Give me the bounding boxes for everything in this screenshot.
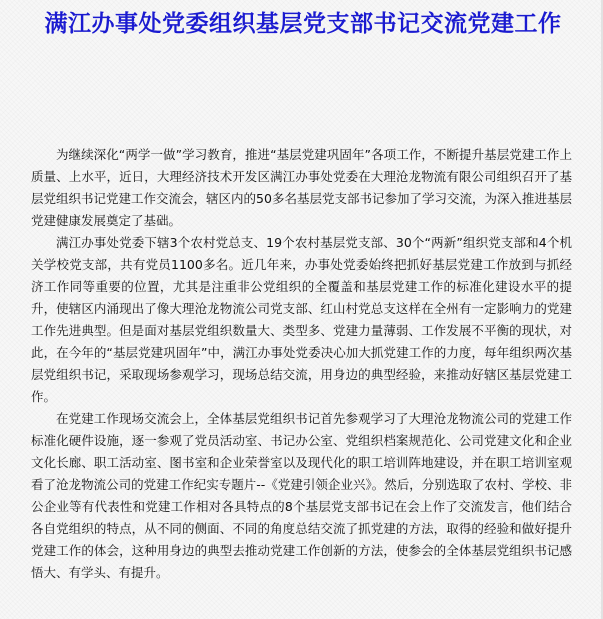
- article-paragraph: 满江办事处党委下辖3个农村党总支、19个农村基层党支部、30个“两新”组织党支部和4个机关学校党支部，共有党员1100多名。近几年来，办事处党委始终把抓好基层党建工作放到与抓经济工作同等重要的位置，尤其是注重非公党组织的全覆盖和基层党建工作的标准化建设水平的提升，使辖区内涌现出了像大理沧龙物流公司党支部、红山村党总支这样在全州有一定影响力的党建工作先进典型。但是面对基层党组织数量大、类型多、党建力量薄弱、工作发展不平衡的现状，对此，在今年的“基层党建巩固年”中，满江办事处党委决心加大抓党建工作的力度，每年组织两次基层党组织书记，采取现场参观学习，现场总结交流，用身边的典型经验，来推动好辖区基层党建工作。: [31, 235, 572, 404]
- article-paragraph: 在党建工作现场交流会上，全体基层党组织书记首先参观学习了大理沧龙物流公司的党建工作标准化硬件设施，逐一参观了党员活动室、书记办公室、党组织档案规范化、公司党建文化和企业文化长廊、职工活动室、图书室和企业荣誉室以及现代化的职工培训阵地建设，并在职工培训室观看了沧龙物流公司的党建工作纪实专题片--《党建引领企业兴》。然后，分别选取了农村、学校、非公企业等有代表性和党建工作相对各具特点的8个基层党支部书记在会上作了交流发言，他们结合各自党组织的特点，从不同的侧面、不同的角度总结交流了抓党建的方法，取得的经验和做好提升党建工作的体会，这种用身边的典型去推动党建工作创新的方法，使参会的全体基层党组织书记感悟大、有学头、有提升。: [31, 411, 572, 580]
- article-paragraph: 为继续深化“两学一做”学习教育，推进“基层党建巩固年”各项工作，不断提升基层党建工作上质量、上水平，近日，大理经济技术开发区满江办事处党委在大理沧龙物流有限公司组织召开了基层党组织书记党建工作交流会，辖区内的50多名基层党支部书记参加了学习交流，为深入推进基层党建健康发展奠定了基础。: [31, 147, 572, 228]
- article-body: [31, 144, 572, 584]
- article-title: 满江办事处党委组织基层党支部书记交流党建工作: [44, 10, 562, 37]
